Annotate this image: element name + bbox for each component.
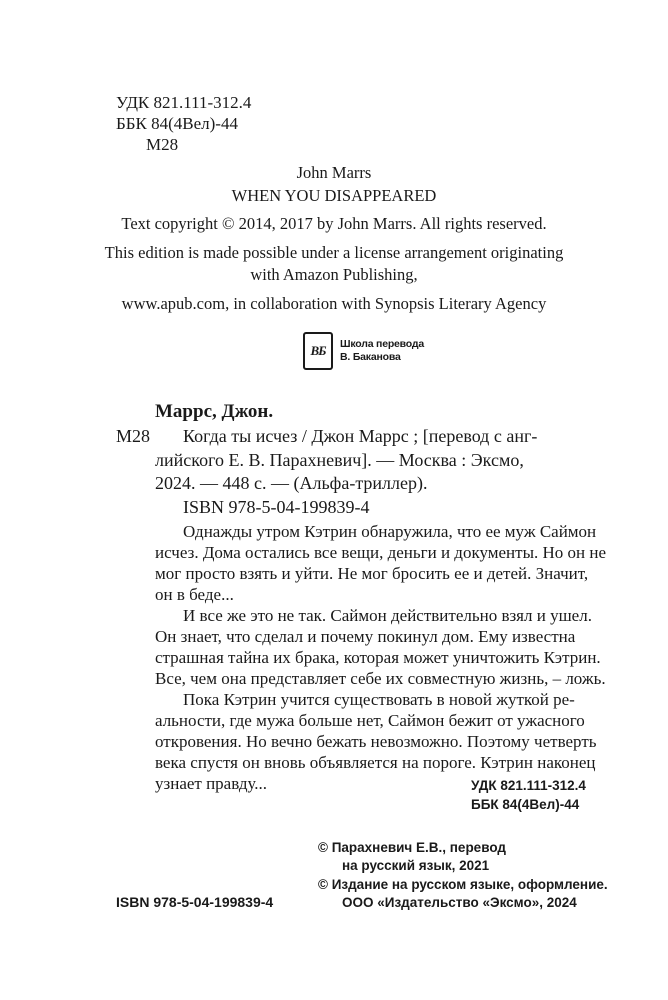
- annotation-line: узнает правду...: [155, 774, 268, 793]
- logo-line-2: В. Баканова: [340, 351, 401, 363]
- annotation-line: И все же это не так. Саймон действительно взял и ушел.: [183, 606, 592, 625]
- bibliographic-mark: М28: [116, 426, 151, 446]
- footer-udk: УДК 821.111-312.4: [471, 778, 586, 793]
- annotation-line: Все, чем она представляет себе их совместную жизнь, – ложь.: [155, 669, 606, 688]
- annotation-line: он в беде...: [155, 585, 234, 604]
- annotation-line: исчез. Дома остались все вещи, деньги и документы. Но он не: [155, 543, 607, 562]
- annotation-line: Пока Кэтрин учится существовать в новой жуткой ре-: [183, 690, 575, 709]
- collaboration-line: www.apub.com, in collaboration with Synopsis Literary Agency: [121, 294, 547, 313]
- bibliographic-line-2: лийского Е. В. Парахневич]. — Москва : Эксмо,: [155, 450, 524, 470]
- rights-translation-2: на русский язык, 2021: [342, 858, 490, 873]
- bibliographic-heading: Маррс, Джон.: [155, 401, 274, 422]
- original-author: John Marrs: [296, 163, 372, 182]
- footer-isbn: ISBN 978-5-04-199839-4: [116, 894, 274, 910]
- bbk-code: ББК 84(4Вел)-44: [116, 114, 238, 133]
- annotation-line: мог просто взять и уйти. Не мог бросить ее и детей. Значит,: [155, 564, 589, 583]
- footer-bbk: ББК 84(4Вел)-44: [471, 797, 580, 812]
- translation-school-logo: [303, 332, 333, 370]
- bibliographic-line-3: 2024. — 448 с. — (Альфа-триллер).: [155, 473, 428, 493]
- udk-code: УДК 821.111-312.4: [116, 93, 252, 112]
- rights-edition-1: © Издание на русском языке, оформление.: [318, 877, 608, 892]
- license-line-1: This edition is made possible under a license arrangement originating: [104, 243, 564, 262]
- annotation-line: Он знает, что сделал и почему покинул дом. Ему известна: [155, 627, 576, 646]
- bibliographic-isbn: ISBN 978-5-04-199839-4: [183, 497, 370, 517]
- annotation-line: откровения. Но вечно бежать невозможно. Поэтому четверть: [155, 732, 597, 751]
- original-title: WHEN YOU DISAPPEARED: [231, 186, 437, 205]
- logo-mark: ВБ: [310, 343, 326, 358]
- bibliographic-line-1: Когда ты исчез / Джон Маррс ; [перевод с анг-: [183, 426, 538, 446]
- author-mark: М28: [146, 135, 179, 154]
- annotation-line: альности, где мужа больше нет, Саймон бежит от ужасного: [155, 711, 585, 730]
- annotation-line: века спустя он вновь объявляется на пороге. Кэтрин наконец: [155, 753, 596, 772]
- rights-edition-2: ООО «Издательство «Эксмо», 2024: [342, 895, 577, 910]
- logo-line-1: Школа перевода: [340, 338, 424, 350]
- rights-translation-1: © Парахневич Е.В., перевод: [318, 840, 506, 855]
- annotation-line: Однажды утром Кэтрин обнаружила, что ее муж Саймон: [183, 522, 597, 541]
- license-line-2: with Amazon Publishing,: [250, 265, 418, 284]
- copyright-line: Text copyright © 2014, 2017 by John Marrs. All rights reserved.: [121, 214, 547, 233]
- annotation-line: страшная тайна их брака, которая может уничтожить Кэтрин.: [155, 648, 601, 667]
